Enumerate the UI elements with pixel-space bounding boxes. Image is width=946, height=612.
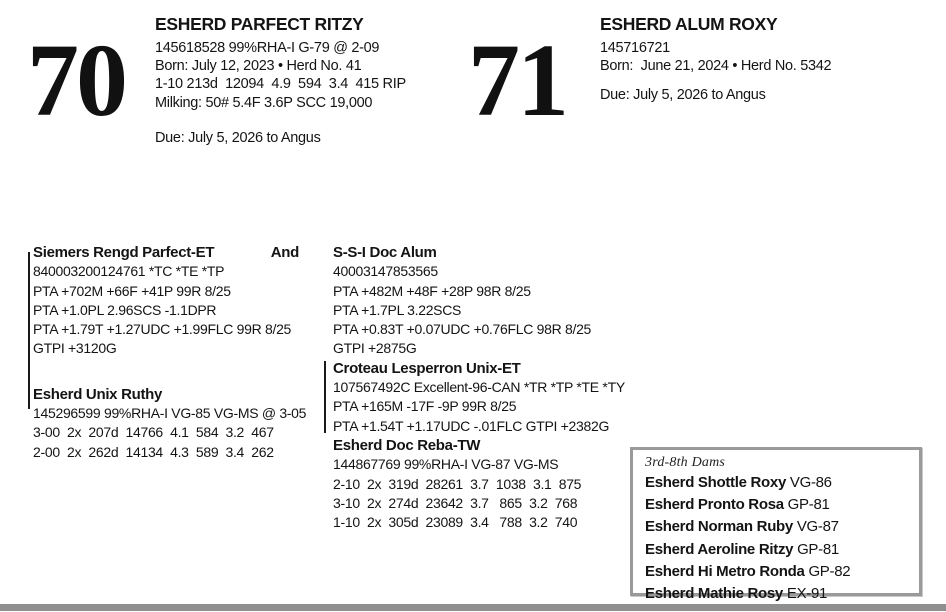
lot-70-milking-line: Milking: 50# 5.4F 3.6P SCC 19,000 <box>155 94 373 111</box>
dam-id-line: 144867769 99%RHA-I VG-87 VG-MS <box>333 456 559 473</box>
maternal-grandsire-pta-line: PTA +165M -17F -9P 99R 8/25 <box>333 398 517 415</box>
sire-id-line: 840003200124761 *TC *TE *TP <box>33 263 225 280</box>
and-label: And <box>270 244 299 261</box>
page-footer-bar <box>0 604 946 611</box>
dam-entry-name: Esherd Norman Ruby <box>645 518 793 536</box>
lot-70-record-line: 1-10 213d 12094 4.9 594 3.4 415 RIP <box>155 76 406 93</box>
sire-pta-line: PTA +702M +66F +41P 99R 8/25 <box>33 282 231 299</box>
dam-record-line: 2-10 2x 319d 28261 3.7 1038 3.1 875 <box>333 475 582 492</box>
lot-71-id-line: 145716721 <box>600 40 670 56</box>
sire-pta-line: PTA +482M +48F +28P 98R 8/25 <box>333 282 531 299</box>
sire-name: S-S-I Doc Alum <box>333 244 437 261</box>
dam-record-line: 2-00 2x 262d 14134 4.3 589 3.4 262 <box>33 443 274 460</box>
dam-entry <box>645 583 919 605</box>
sire-pta-line: PTA +1.0PL 2.96SCS -1.1DPR <box>33 301 217 318</box>
sire-gtpi-line: GTPI +3120G <box>33 340 117 357</box>
pedigree-column-left <box>33 243 333 462</box>
dam-entry <box>645 561 919 583</box>
dam-record-line: 3-10 2x 274d 23642 3.7 865 3.2 768 <box>333 494 578 511</box>
sire-heading-row <box>33 243 299 262</box>
lot-70-info <box>155 14 406 147</box>
maternal-grandsire-name: Croteau Lesperron Unix-ET <box>333 359 521 377</box>
dam-name: Esherd Doc Reba-TW <box>333 436 481 454</box>
lot-71-born-line: Born: June 21, 2024 • Herd No. 5342 <box>600 58 832 75</box>
dam-entry <box>645 539 919 561</box>
dam-entry-score: VG-86 <box>789 474 832 491</box>
dam-entry-score: GP-81 <box>797 540 839 558</box>
dam-entry-score: GP-81 <box>787 496 830 514</box>
dam-entry-score: EX-91 <box>786 585 828 603</box>
sire-pta-line: PTA +1.7PL 3.22SCS <box>333 301 462 318</box>
sire-pta-line: PTA +1.79T +1.27UDC +1.99FLC 99R 8/25 <box>33 321 292 338</box>
dam-id-line: 145296599 99%RHA-I VG-85 VG-MS @ 3-05 <box>33 405 307 422</box>
lot-70-due-line: Due: July 5, 2026 to Angus <box>155 129 321 146</box>
lot-71-info <box>600 14 831 105</box>
dam-entry-name: Esherd Hi Metro Ronda <box>645 562 805 580</box>
dam-name: Esherd Unix Ruthy <box>33 385 163 403</box>
dam-entry-score: GP-82 <box>808 562 851 580</box>
dam-entry-name: Esherd Pronto Rosa <box>645 496 784 514</box>
lot-70-name: ESHERD PARFECT RITZY <box>155 14 364 34</box>
sire-name: Siemers Rengd Parfect-ET <box>33 244 215 261</box>
lot-70-id-line: 145618528 99%RHA-I G-79 @ 2-09 <box>155 40 380 56</box>
sire-gtpi-line: GTPI +2875G <box>333 340 417 357</box>
pedigree-column-middle <box>333 243 633 532</box>
dam-record-line: 3-00 2x 207d 14766 4.1 584 3.2 467 <box>33 424 274 441</box>
pedigree-bracket-left <box>28 252 30 409</box>
maternal-grandsire-id-line: 107567492C Excellent-96-CAN *TR *TP *TE *TY <box>333 379 625 396</box>
dam-entry-name: Esherd Shottle Roxy <box>645 474 786 491</box>
maternal-grandsire-pta-line: PTA +1.54T +1.17UDC -.01FLC GTPI +2382G <box>333 417 610 434</box>
dam-entry-name: Esherd Aeroline Ritzy <box>645 540 794 558</box>
lot-number-70: 70 <box>27 23 125 138</box>
dam-entry <box>645 494 919 516</box>
lot-71-name: ESHERD ALUM ROXY <box>600 14 778 34</box>
dam-entry-score: VG-87 <box>796 518 839 536</box>
lot-number-71: 71 <box>468 23 566 138</box>
lot-71-due-line: Due: July 5, 2026 to Angus <box>600 87 766 104</box>
dams-box-title: 3rd-8th Dams <box>645 455 726 470</box>
lot-70-born-line: Born: July 12, 2023 • Herd No. 41 <box>155 58 362 75</box>
dams-box <box>630 447 922 603</box>
dam-entry <box>645 472 919 494</box>
sire-pta-line: PTA +0.83T +0.07UDC +0.76FLC 98R 8/25 <box>333 321 592 338</box>
dam-entry <box>645 516 919 538</box>
dam-record-line: 1-10 2x 305d 23089 3.4 788 3.2 740 <box>333 514 578 531</box>
sire-id-line: 40003147853565 <box>333 263 438 280</box>
dam-entry-name: Esherd Mathie Rosy <box>645 585 783 603</box>
